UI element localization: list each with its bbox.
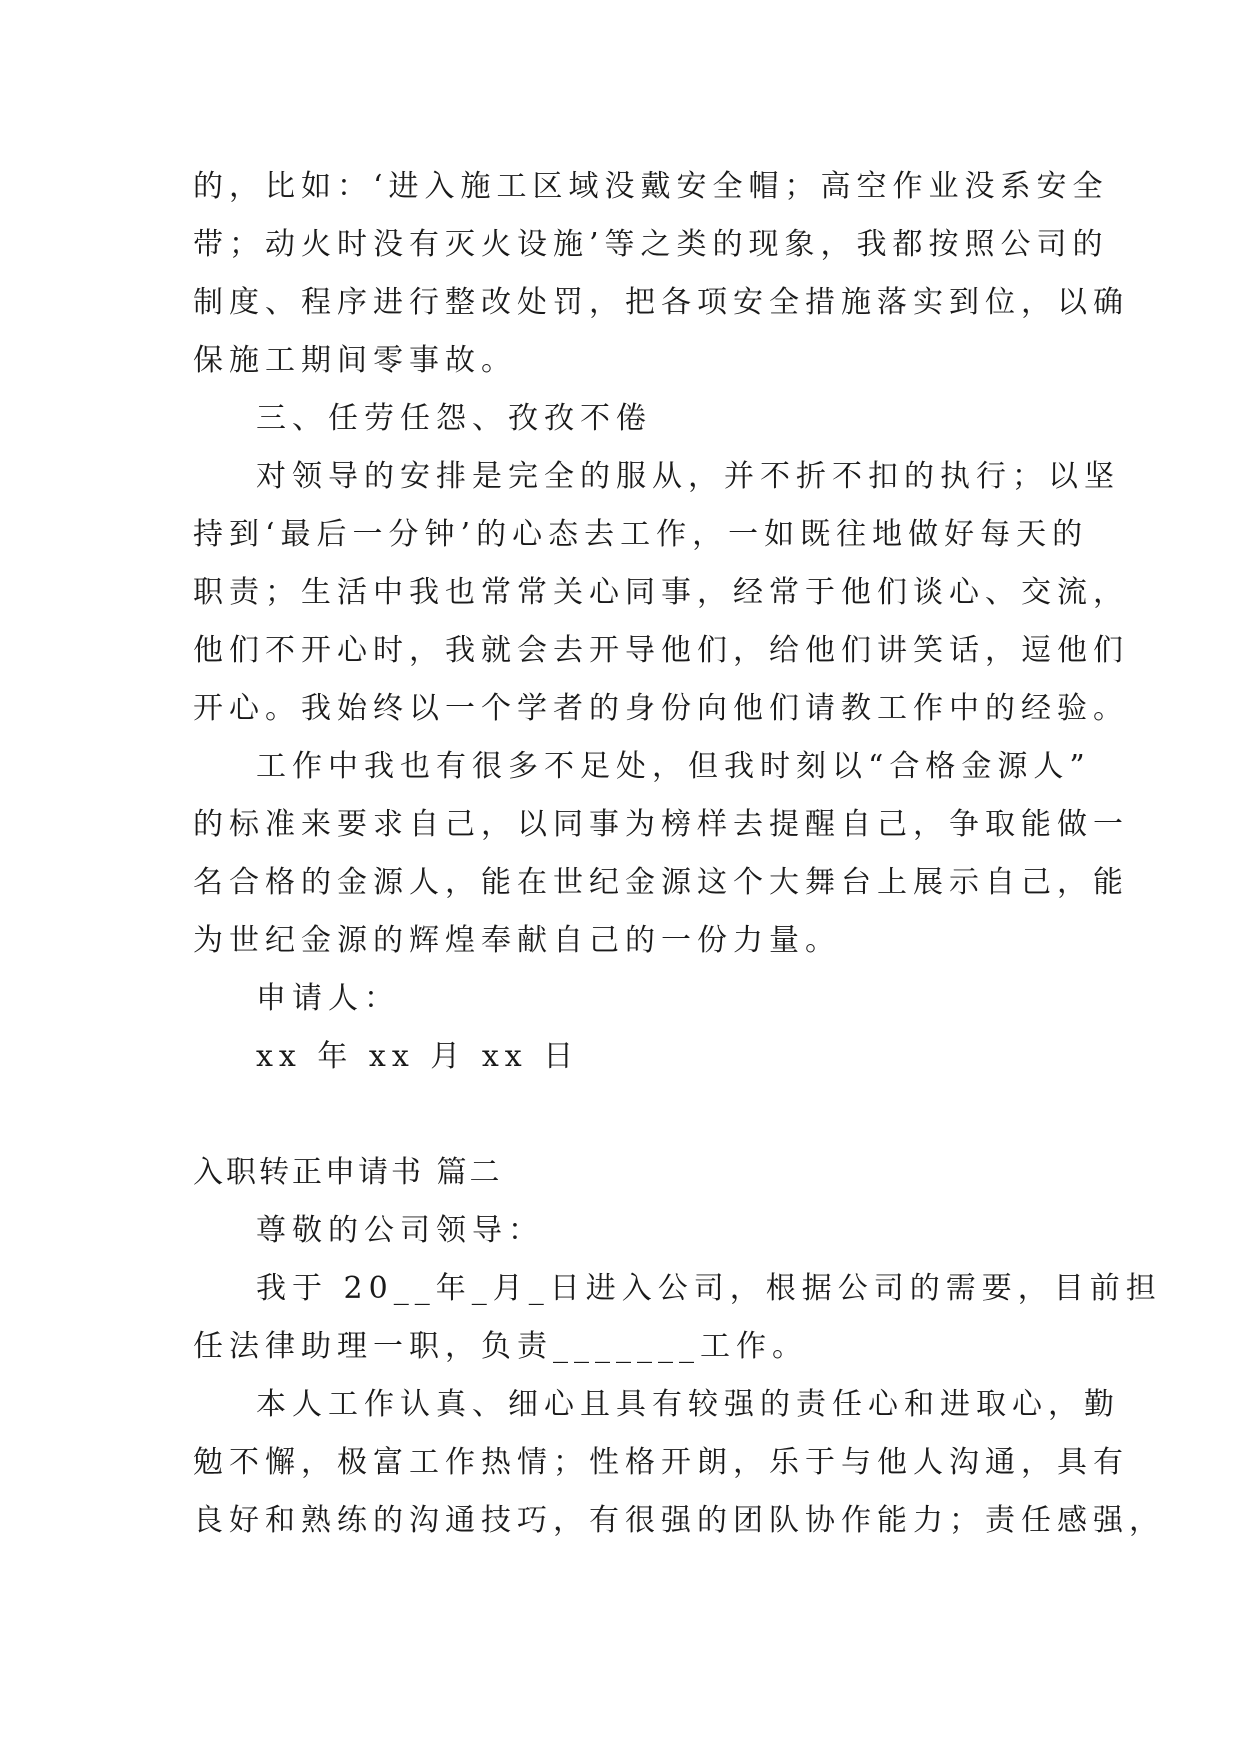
paragraph-line: 勉不懈，极富工作热情；性格开朗，乐于与他人沟通，具有 — [193, 1445, 1129, 1480]
paragraph-line: 工作中我也有很多不足处，但我时刻以“合格金源人” — [256, 749, 1091, 784]
paragraph-line: 的标准来要求自己，以同事为榜样去提醒自己，争取能做一 — [193, 807, 1129, 842]
paragraph-line: 的，比如：‘进入施工区域没戴安全帽；高空作业没系安全 — [193, 169, 1109, 204]
paragraph-line: 带；动火时没有灭火设施’等之类的现象，我都按照公司的 — [193, 227, 1109, 262]
paragraph-line: 本人工作认真、细心且具有较强的责任心和进取心，勤 — [256, 1387, 1120, 1422]
section-spacer — [193, 1086, 1053, 1144]
applicant-label: 申请人： — [256, 981, 400, 1016]
paragraph-line: 开心。我始终以一个学者的身份向他们请教工作中的经验。 — [193, 691, 1129, 726]
document-page — [193, 158, 1165, 1550]
salutation: 尊敬的公司领导： — [256, 1213, 544, 1248]
paragraph-line: 良好和熟练的沟通技巧，有很强的团队协作能力；责任感强， — [193, 1503, 1165, 1538]
paragraph-line: 他们不开心时，我就会去开导他们，给他们讲笑话，逗他们 — [193, 633, 1129, 668]
paragraph-line: 任法律助理一职，负责_______工作。 — [193, 1329, 808, 1364]
paragraph-line: 名合格的金源人，能在世纪金源这个大舞台上展示自己，能 — [193, 865, 1129, 900]
paragraph-line: 持到‘最后一分钟’的心态去工作，一如既往地做好每天的 — [193, 517, 1089, 552]
date-line: xx 年 xx 月 xx 日 — [256, 1039, 580, 1074]
paragraph-line: 对领导的安排是完全的服从，并不折不扣的执行；以坚 — [256, 459, 1120, 494]
paragraph-line: 制度、程序进行整改处罚，把各项安全措施落实到位，以确 — [193, 285, 1129, 320]
paragraph-line: 保施工期间零事故。 — [193, 343, 517, 378]
paragraph-line: 我于 20__年_月_日进入公司，根据公司的需要，目前担 — [256, 1271, 1162, 1306]
paragraph-line: 为世纪金源的辉煌奉献自己的一份力量。 — [193, 923, 841, 958]
paragraph-line: 职责；生活中我也常常关心同事，经常于他们谈心、交流， — [193, 575, 1129, 610]
section-heading: 三、任劳任怨、孜孜不倦 — [256, 401, 652, 436]
document-title: 入职转正申请书 篇二 — [193, 1155, 503, 1190]
